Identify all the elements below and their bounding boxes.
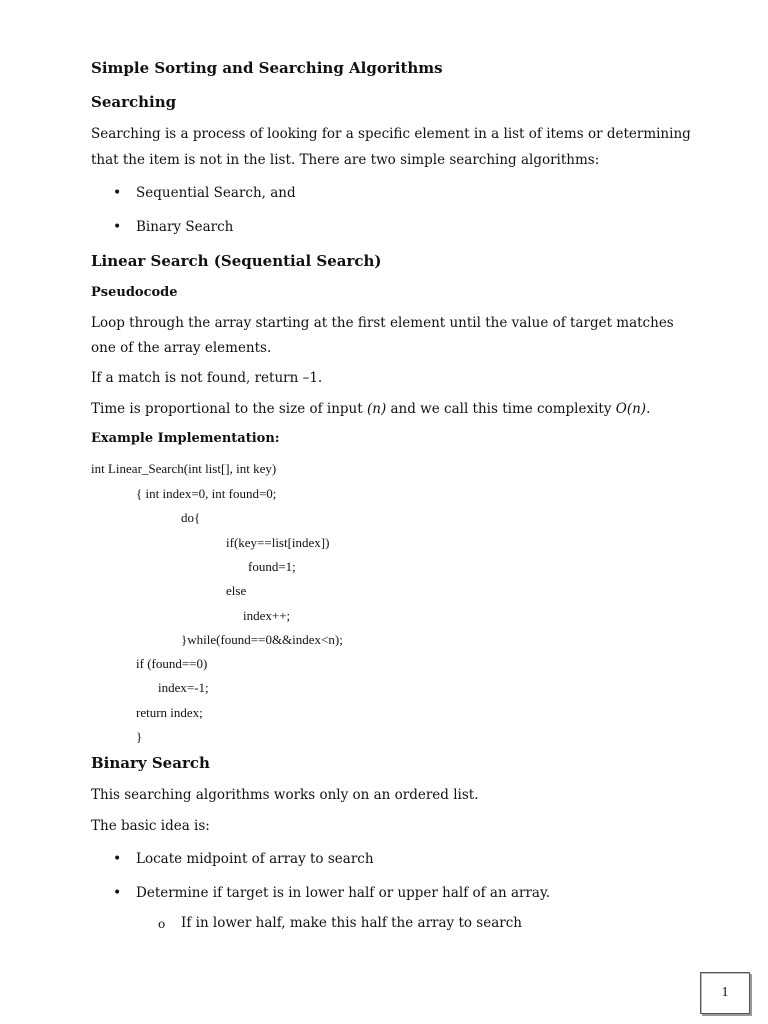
code-line: if (found==0): [136, 656, 208, 671]
page-number-box: [700, 972, 750, 1014]
example-implementation-heading: Example Implementation:: [91, 431, 280, 446]
code-line: { int index=0, int found=0;: [136, 486, 277, 501]
time-prefix: Time is proportional to the size of input: [91, 401, 367, 417]
pseudocode-line-1: Loop through the array starting at the first element until the value of target matches: [91, 315, 674, 331]
searching-heading: Searching: [91, 93, 177, 111]
bullet-icon: •: [113, 219, 122, 235]
code-line: int Linear_Search(int list[], int key): [91, 461, 277, 476]
binary-bullet-2: Determine if target is in lower half or upper half of an array.: [136, 885, 551, 901]
binary-line-1: This searching algorithms works only on an ordered list.: [91, 787, 479, 803]
code-line: return index;: [136, 705, 203, 720]
code-line: do{: [181, 510, 201, 525]
binary-search-heading: Binary Search: [91, 754, 210, 772]
code-line: found=1;: [248, 559, 296, 574]
time-big-o: O(n): [615, 401, 647, 417]
searching-paragraph-line-2: that the item is not in the list. There are two simple searching algorithms:: [91, 152, 600, 168]
code-line: index=-1;: [158, 680, 209, 695]
circle-bullet-icon: o: [158, 917, 166, 931]
searching-bullet-1: Sequential Search, and: [136, 185, 296, 201]
pseudocode-line-2: one of the array elements.: [91, 340, 272, 356]
searching-bullet-2: Binary Search: [136, 219, 234, 235]
binary-sub-bullet-1: If in lower half, make this half the array to search: [181, 915, 522, 931]
time-mid: and we call this time complexity: [386, 401, 616, 417]
page-number: 1: [721, 985, 729, 1000]
code-line: }: [136, 729, 143, 744]
time-n: (n): [366, 401, 387, 417]
code-line: index++;: [243, 608, 291, 623]
document-title: Simple Sorting and Searching Algorithms: [91, 59, 443, 77]
bullet-icon: •: [113, 185, 122, 201]
code-line: if(key==list[index]): [226, 535, 330, 550]
pseudocode-heading: Pseudocode: [91, 285, 178, 300]
match-not-found-line: If a match is not found, return –1.: [91, 370, 323, 386]
linear-search-heading: Linear Search (Sequential Search): [91, 252, 382, 270]
searching-paragraph-line-1: Searching is a process of looking for a specific element in a list of items or determining: [91, 126, 691, 142]
time-complexity-line: [91, 401, 650, 417]
bullet-icon: •: [113, 885, 122, 901]
binary-line-2: The basic idea is:: [91, 818, 210, 834]
binary-bullet-1: Locate midpoint of array to search: [136, 851, 374, 867]
code-line: else: [226, 583, 247, 598]
time-end: .: [646, 401, 651, 417]
code-line: }while(found==0&&index<n);: [181, 632, 343, 647]
bullet-icon: •: [113, 851, 122, 867]
